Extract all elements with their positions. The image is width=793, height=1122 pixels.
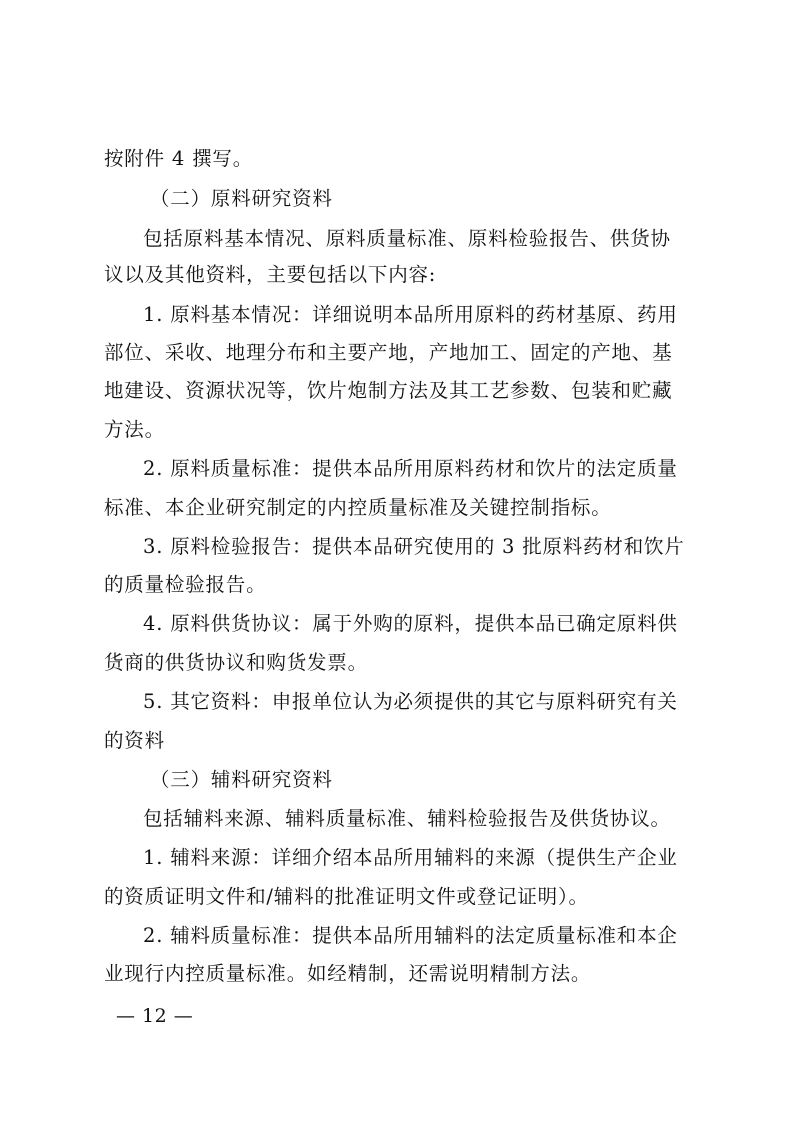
paragraph-line: 的质量检验报告。 <box>104 573 267 596</box>
paragraph-line: 2. 辅料质量标准：提供本品所用辅料的法定质量标准和本企 <box>143 924 678 947</box>
paragraph-line: 3. 原料检验报告：提供本品研究使用的 3 批原料药材和饮片 <box>143 535 685 558</box>
paragraph-line: 1. 辅料来源：详细介绍本品所用辅料的来源（提供生产企业 <box>143 846 678 869</box>
paragraph-line: 4. 原料供货协议：属于外购的原料，提供本品已确定原料供 <box>143 612 678 635</box>
paragraph-line: 部位、采收、地理分布和主要产地，产地加工、固定的产地、基 <box>104 341 673 364</box>
paragraph-line: 议以及其他资料，主要包括以下内容: <box>104 263 437 286</box>
section-heading-raw-materials: （二）原料研究资料 <box>150 187 333 210</box>
paragraph-line: 标准、本企业研究制定的内控质量标准及关键控制指标。 <box>104 496 612 519</box>
paragraph-line: 货商的供货协议和购货发票。 <box>104 651 368 674</box>
paragraph-line: 业现行内控质量标准。如经精制，还需说明精制方法。 <box>104 962 592 985</box>
paragraph-line: 按附件 4 撰写。 <box>104 147 254 170</box>
paragraph-line: 1. 原料基本情况：详细说明本品所用原料的药材基原、药用 <box>143 303 678 326</box>
paragraph-line: 5. 其它资料：申报单位认为必须提供的其它与原料研究有关 <box>143 690 678 713</box>
paragraph-line: 包括辅料来源、辅料质量标准、辅料检验报告及供货协议。 <box>143 807 671 830</box>
section-heading-excipients: （三）辅料研究资料 <box>150 768 333 791</box>
paragraph-line: 方法。 <box>104 418 165 441</box>
paragraph-line: 包括原料基本情况、原料质量标准、原料检验报告、供货协 <box>143 227 671 250</box>
paragraph-line: 的资质证明文件和/辅料的批准证明文件或登记证明）。 <box>104 885 589 908</box>
paragraph-line: 地建设、资源状况等，饮片炮制方法及其工艺参数、包装和贮藏 <box>104 379 673 402</box>
paragraph-line: 2. 原料质量标准：提供本品所用原料药材和饮片的法定质量 <box>143 457 678 480</box>
paragraph-line: 的资料 <box>104 729 165 752</box>
page-number: — 12 — <box>116 1005 194 1027</box>
